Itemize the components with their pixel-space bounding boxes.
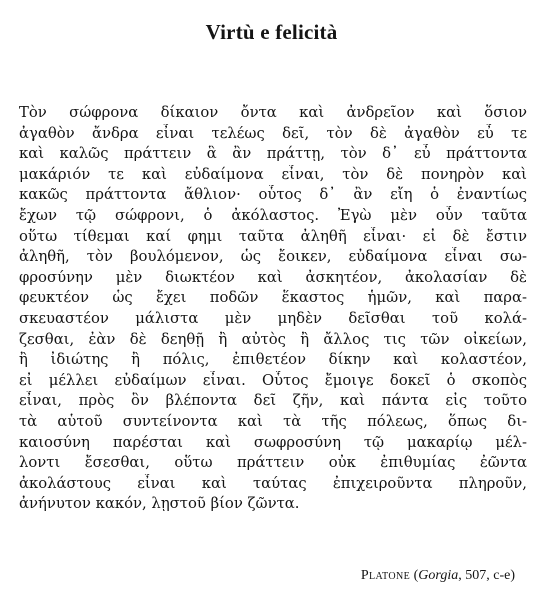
passage-line: ἀληθῆ, τὸν βουλόμενον, ὡς ἔοικεν, εὐδαίμονα εἶναι σω- [19,248,527,266]
passage-line: σκευαστέον μάλιστα μὲν μηδὲν δεῖσθαι τοῦ κολά- [19,309,527,327]
passage-line: μακάριόν τε καὶ εὐδαίμονα εἶναι, τὸν δὲ πονηρὸν καὶ [19,165,527,183]
attribution-open: ( [410,568,419,583]
greek-passage [19,103,527,515]
attribution-ref: , 507, c-e) [458,568,515,583]
passage-line: ἀγαθὸν ἄνδρα εἶναι τελέως δεῖ, τὸν δὲ ἀγαθὸν εὖ τε [19,124,527,142]
attribution-work: Gorgia [418,568,459,583]
passage-line: τὰ αὑτοῦ συντείνοντα καὶ τὰ τῆς πόλεως, ὅπως δι- [19,412,527,430]
passage-line: εἰ μέλλει εὐδαίμων εἶναι. Οὗτος ἔμοιγε δοκεῖ ὁ σκοπὸς [19,371,527,389]
passage-line: εἶναι, πρὸς ὃν βλέποντα δεῖ ζῆν, καὶ πάντα εἰς τοῦτο [19,392,527,410]
attribution [361,568,515,584]
passage-line: κακῶς πράττοντα ἄθλιον· οὗτος δ᾽ ἂν εἴη ὁ ἐναντίως [19,186,527,204]
passage-line: φευκτέον ὡς ἔχει ποδῶν ἕκαστος ἡμῶν, καὶ παρα- [19,289,527,307]
passage-line: φροσύνην μὲν διωκτέον καὶ ἀσκητέον, ἀκολασίαν δὲ [19,268,527,286]
passage-line: ἀνήνυτον κακόν, λῃστοῦ βίον ζῶντα. [19,495,300,513]
passage-line: ἢ ἰδιώτης ἢ πόλις, ἐπιθετέον δίκην καὶ κολαστέον, [19,351,527,369]
passage-line: καὶ καλῶς πράττειν ἃ ἂν πράττῃ, τὸν δ᾽ εὖ πράττοντα [19,145,527,163]
attribution-author: Platone [360,568,411,583]
page-title: Virtù e felicità [205,20,338,44]
passage-line: οὕτω τίθεμαι καί φημι ταῦτα ἀληθῆ εἶναι· εἰ δὲ ἔστιν [19,227,527,245]
passage-line: Τὸν σώφρονα δίκαιον ὄντα καὶ ἀνδρεῖον καὶ ὅσιον [19,104,527,121]
passage-line: λοντι ἔσεσθαι, οὕτω πράττειν οὐκ ἐπιθυμίας ἐῶντα [19,454,527,472]
passage-line: ζεσθαι, ἐὰν δὲ δεηθῇ ἢ αὐτὸς ἢ ἄλλος τις τῶν οἰκείων, [19,330,527,348]
passage-line: καιοσύνη παρέσται καὶ σωφροσύνη τῷ μακαρίῳ μέλ- [19,433,527,451]
passage-line: ἀκολάστους εἶναι καὶ ταύτας ἐπιχειροῦντα πληροῦν, [19,474,527,492]
passage-line: ἔχων τῷ σώφρονι, ὁ ἀκόλαστος. Ἐγὼ μὲν οὖν ταῦτα [19,206,527,224]
